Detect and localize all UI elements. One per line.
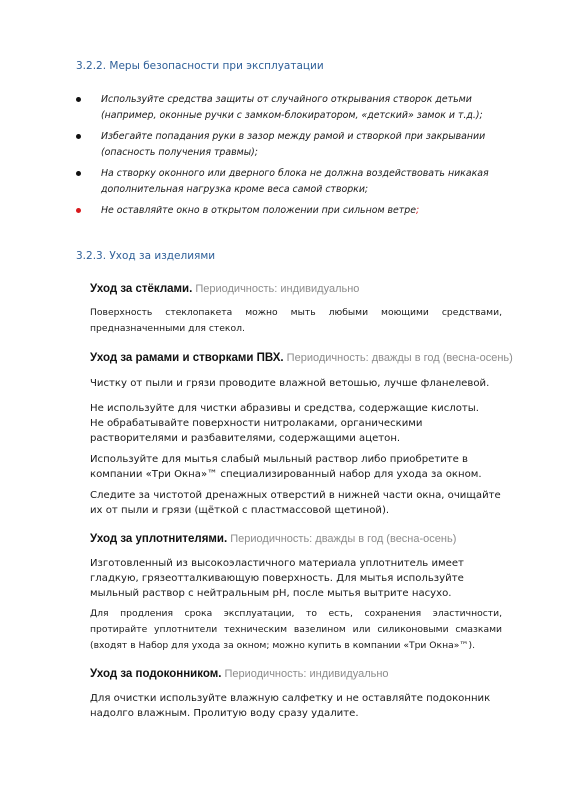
glass-heading-title: Уход за стёклами. (90, 283, 193, 295)
frames-heading-title: Уход за рамами и створками ПВХ. (90, 352, 284, 364)
frames-text-3b: компании «Три Окна»™ специализированный набор для ухода за окном. (90, 469, 482, 480)
seals-heading (90, 533, 456, 545)
section-title-safety: 3.2.2. Меры безопасности при эксплуатации (76, 60, 324, 72)
frames-text-4a: Следите за чистотой дренажных отверстий в нижней части окна, очищайте (90, 490, 501, 501)
sill-text-1: Для очистки используйте влажную салфетку и не оставляйте подоконник (90, 693, 491, 704)
seals-heading-title: Уход за уплотнителями. (90, 533, 228, 545)
section-title-care: 3.2.3. Уход за изделиями (76, 250, 216, 262)
list-item (76, 129, 506, 161)
frames-text-4b: их от пыли и грязи (щёткой с пластмассовой щетиной). (90, 505, 390, 516)
frames-text-2c: растворителями и разбавителями, содержащими ацетон. (90, 433, 401, 444)
list-item-text (101, 203, 419, 219)
bullet-icon (76, 97, 81, 102)
seals-text-1b: гладкую, грязеотталкивающую поверхность. Для мытья используйте (90, 573, 464, 584)
list-item (76, 166, 506, 198)
bullet-icon (76, 171, 81, 176)
seals-text-1a: Изготовленный из высокоэластичного материала уплотнитель имеет (90, 558, 464, 569)
sill-text-2: надолго влажным. Пролитую воду сразу удалите. (90, 708, 359, 719)
frames-period: Периодичность: дважды в год (весна-осень) (283, 352, 513, 364)
sill-heading (90, 668, 389, 680)
red-bullet-icon (76, 208, 81, 213)
frames-text-2a: Не используйте для чистки абразивы и средства, содержащие кислоты. (90, 403, 479, 414)
glass-text-1: Поверхность стеклопакета можно мыть любыми моющими средствами, (90, 307, 502, 318)
seals-text-2b: протирайте уплотнители техническим вазелином или силиконовыми смазками (90, 624, 502, 635)
seals-period: Периодичность: дважды в год (весна-осень) (227, 533, 457, 545)
glass-period: Периодичность: индивидуально (192, 283, 360, 295)
red-semicolon: ; (415, 205, 420, 216)
list-item (76, 203, 506, 219)
list-item (76, 92, 506, 124)
seals-text-1c: мыльный раствор с нейтральным pH, после мытья вытрите насухо. (90, 588, 452, 599)
bullet-icon (76, 134, 81, 139)
frames-text-1: Чистку от пыли и грязи проводите влажной ветошью, лучше фланелевой. (90, 378, 490, 389)
safety-list (76, 92, 506, 224)
seals-text-2c: (входят в Набор для ухода за окном; можно купить в компании «Три Окна»™). (90, 640, 476, 651)
seals-text-2a: Для продления срока эксплуатации, то есть, сохранения эластичности, (90, 608, 502, 619)
frames-heading (90, 352, 513, 364)
glass-heading (90, 283, 359, 295)
frames-text-3a: Используйте для мытья слабый мыльный раствор либо приобретите в (90, 454, 469, 465)
list-item-text: На створку оконного или дверного блока не должна воздействовать никакая дополнительная нагрузка кроме веса самой створки; (101, 168, 489, 195)
list-item-text: Избегайте попадания руки в зазор между рамой и створкой при закрывании (опасность получения травмы); (101, 131, 486, 158)
frames-text-2b: Не обрабатывайте поверхности нитролаками, органическими (90, 418, 423, 429)
glass-text-2: предназначенными для стекол. (90, 323, 245, 334)
sill-period: Периодичность: индивидуально (221, 668, 389, 680)
sill-heading-title: Уход за подоконником. (90, 668, 222, 680)
list-item-text-main: Не оставляйте окно в открытом положении при сильном ветре (101, 205, 416, 216)
list-item-text: Используйте средства защиты от случайного открывания створок детьми (например, оконные ручки с замком-блокиратором, «детский» замок и т.д.); (101, 94, 483, 121)
